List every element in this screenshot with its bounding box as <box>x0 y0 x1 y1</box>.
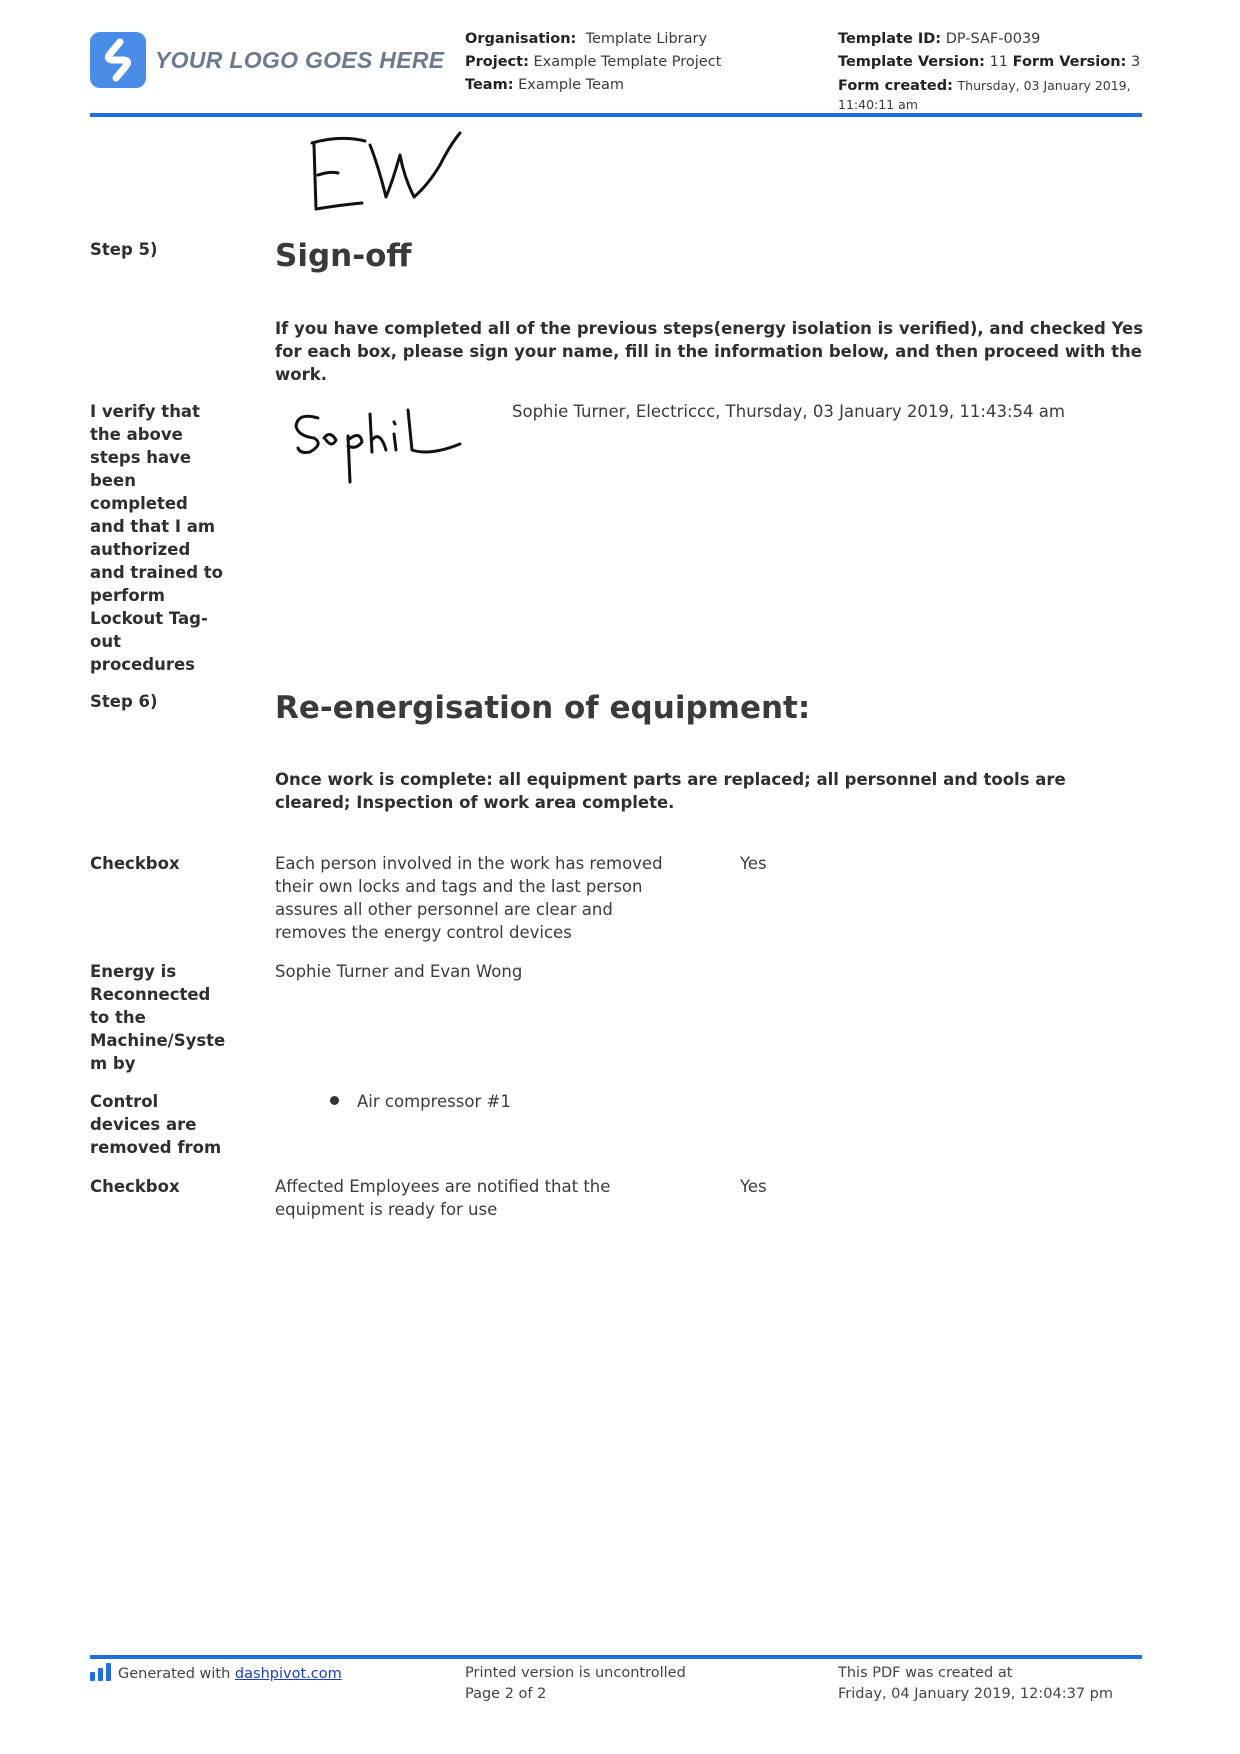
team-label: Team: <box>465 77 514 93</box>
footer-printed <box>465 1663 686 1705</box>
printed-notice: Printed version is uncontrolled <box>465 1665 686 1681</box>
step5-title: Sign-off <box>275 238 412 274</box>
checkbox2-text: Affected Employees are notified that the equipment is ready for use <box>275 1177 611 1219</box>
checkbox2-label: Checkbox <box>90 1177 180 1196</box>
verify-label: I verify that the above steps have been completed and that I am authorized and trained to perform Lockout Tag-out procedures <box>90 402 223 674</box>
company-logo <box>90 32 445 90</box>
signature-sophie <box>290 400 500 490</box>
generated-prefix: Generated with <box>118 1666 231 1682</box>
form-version-label: Form Version: <box>1012 54 1127 70</box>
footer-generated <box>90 1663 342 1688</box>
team-value: Example Team <box>518 77 624 93</box>
template-version-value: 11 <box>989 54 1009 70</box>
pdf-created-date: Friday, 04 January 2019, 12:04:37 pm <box>838 1686 1113 1702</box>
energy-label: Energy is Reconnected to the Machine/Syste m by <box>90 962 226 1073</box>
project-label: Project: <box>465 54 529 70</box>
checkbox1-answer: Yes <box>740 854 767 873</box>
project-value: Example Template Project <box>533 54 722 70</box>
template-id-label: Template ID: <box>838 31 942 47</box>
control-item-text: Air compressor #1 <box>357 1092 511 1111</box>
template-version-label: Template Version: <box>838 54 985 70</box>
logo-text: YOUR LOGO GOES HERE <box>155 47 445 73</box>
page-number: Page 2 of 2 <box>465 1686 547 1702</box>
header-divider <box>90 113 1142 117</box>
energy-value: Sophie Turner and Evan Wong <box>275 962 523 981</box>
header-meta-left <box>465 28 721 97</box>
organisation-value: Template Library <box>585 31 708 47</box>
form-created-value: Thursday, 03 January 2019, <box>957 78 1131 93</box>
step6-label: Step 6) <box>90 692 158 711</box>
checkbox1-label: Checkbox <box>90 854 180 873</box>
step6-title: Re-energisation of equipment: <box>275 690 811 726</box>
organisation-label: Organisation: <box>465 31 577 47</box>
footer-divider <box>90 1655 1142 1659</box>
template-id-value: DP-SAF-0039 <box>945 31 1041 47</box>
form-created-label: Form created: <box>838 78 953 94</box>
step5-instruction: If you have completed all of the previous steps(energy isolation is verified), and checked Yes for each box, please sign your name, fill in the information below, and then proceed with the work. <box>275 319 1144 384</box>
control-label: Control devices are removed from <box>90 1092 222 1157</box>
form-created-time: 11:40:11 am <box>838 97 918 112</box>
step5-label: Step 5) <box>90 240 158 259</box>
dashpivot-link[interactable]: dashpivot.com <box>234 1666 342 1682</box>
signature-ew <box>300 125 500 220</box>
control-list-item <box>330 1090 511 1113</box>
header-meta-right <box>838 28 1140 112</box>
signer-info: Sophie Turner, Electriccc, Thursday, 03 January 2019, 11:43:54 am <box>512 402 1065 421</box>
form-version-value: 3 <box>1130 54 1141 70</box>
logo-mark <box>90 32 146 88</box>
dashpivot-icon <box>90 1663 112 1688</box>
footer-created <box>838 1663 1113 1705</box>
pdf-created-label: This PDF was created at <box>838 1665 1013 1681</box>
bullet-icon <box>330 1096 339 1105</box>
checkbox2-answer: Yes <box>740 1177 767 1196</box>
checkbox1-text: Each person involved in the work has removed their own locks and tags and the last person assures all other personnel are clear and removes the energy control devices <box>275 854 663 942</box>
step6-instruction: Once work is complete: all equipment parts are replaced; all personnel and tools are cleared; Inspection of work area complete. <box>275 770 1066 812</box>
